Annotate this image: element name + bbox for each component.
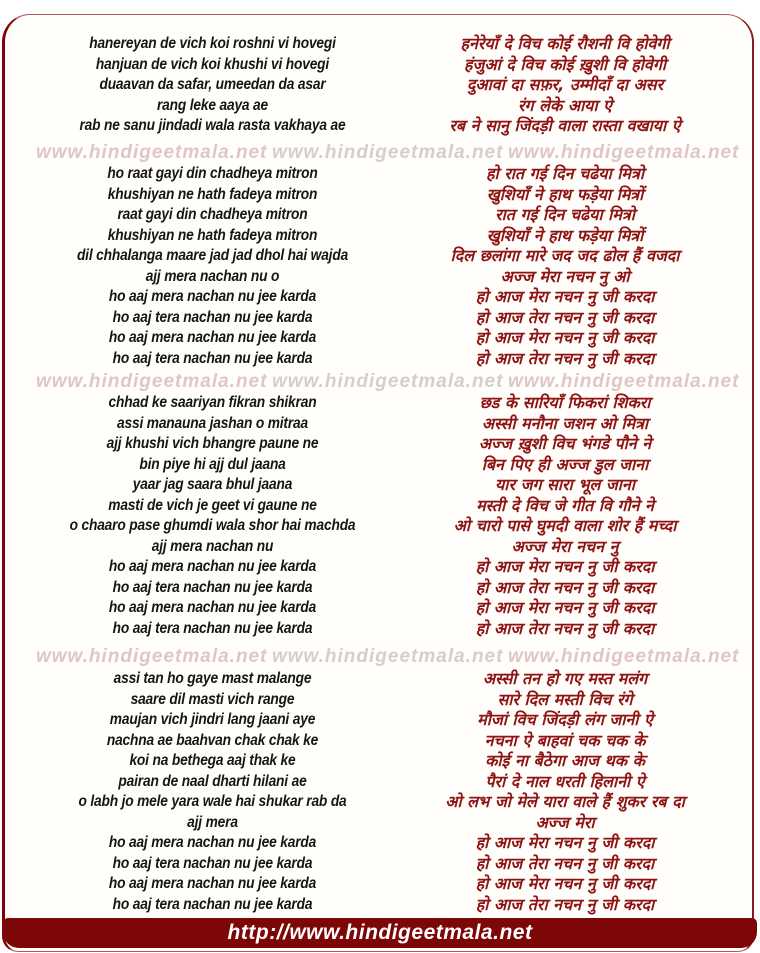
lyric-line: यार जग सारा भूल जाना	[495, 475, 635, 494]
lyric-line: खुशियाँ ने हाथ फड़ेया मित्रों	[486, 184, 644, 204]
lyric-line: पैरां दे नाल धरती हिलानी ऐ	[485, 771, 645, 791]
lyric-line: ho aaj mera nachan nu jee karda	[108, 288, 317, 305]
lyric-line: hanjuan de vich koi khushi vi hovegi	[95, 55, 330, 73]
watermark-text: www.hindigeetmala.net	[508, 646, 740, 667]
lyric-line: हो आज तेरा नचन नु जी करदा	[475, 577, 655, 597]
lyric-line: छड के सारियाँ फिकरां शिकरा	[479, 393, 651, 412]
lyric-line: ho raat gayi din chadheya mitron	[107, 165, 318, 182]
lyric-line: दुआवां दा सफ़र, उम्मीदाँ दा असर	[466, 75, 664, 94]
lyric-line: ho aaj mera nachan nu jee karda	[108, 834, 317, 851]
stanza-2	[0, 164, 760, 369]
lyric-line: हो आज मेरा नचन नु जी करदा	[475, 287, 655, 306]
lyric-line: ओ चारो पासे घुमदी वाला शोर हैं मच्दा	[453, 516, 677, 535]
lyric-line: सारे दिल मस्ती विच रंगे	[497, 689, 633, 709]
lyric-line: रब ने सानु जिंदड़ी वाला रास्ता वखाया ऐ	[449, 116, 681, 135]
lyric-line: bin piye hi ajj dul jaana	[139, 455, 286, 473]
lyric-line: खुशियाँ ने हाथ फड़ेया मित्रों	[486, 225, 644, 245]
lyric-line: ho aaj mera nachan nu jee karda	[108, 558, 317, 575]
lyric-line: हो आज मेरा नचन नु जी करदा	[475, 833, 655, 852]
lyric-line: yaar jag saara bhul jaana	[132, 476, 293, 493]
lyric-line: हो आज तेरा नचन नु जी करदा	[475, 307, 655, 327]
lyric-line: ajj mera nachan nu	[151, 537, 274, 555]
lyric-line: maujan vich jindri lang jaani aye	[109, 711, 316, 728]
lyric-line: हो आज तेरा नचन नु जी करदा	[475, 853, 655, 873]
watermark-text: www.hindigeetmala.net	[272, 142, 504, 163]
lyric-line: dil chhalanga maare jad jad dhol hai wajda	[76, 247, 349, 264]
lyric-line: हो आज मेरा नचन नु जी करदा	[475, 328, 655, 347]
lyric-line: rab ne sanu jindadi wala rasta vakhaya ae	[79, 117, 346, 134]
stanza-2-romanized	[30, 164, 396, 369]
watermark-band-3	[0, 646, 760, 668]
stanza-1	[0, 34, 760, 137]
lyric-line: ho aaj tera nachan nu jee karda	[112, 578, 313, 596]
lyric-line: मौजां विच जिंदड़ी लंग जानी ऐ	[477, 710, 653, 729]
watermark-text: www.hindigeetmala.net	[272, 646, 504, 667]
lyric-line: हो आज तेरा नचन नु जी करदा	[475, 618, 655, 638]
lyric-line: रंग लेके आया ऐ	[517, 95, 613, 115]
stanza-3-romanized	[30, 393, 396, 639]
lyric-line: assi manauna jashan o mitraa	[117, 414, 308, 432]
watermark-text: www.hindigeetmala.net	[508, 142, 740, 163]
watermark-text: www.hindigeetmala.net	[36, 646, 268, 667]
stanza-1-devanagari	[425, 34, 705, 137]
lyric-line: हो आज तेरा नचन नु जी करदा	[475, 348, 655, 368]
lyric-line: ho aaj tera nachan nu jee karda	[112, 349, 313, 367]
lyric-line: o labh jo mele yara wale hai shukar rab da	[78, 793, 347, 810]
lyric-line: अज्ज मेरा नचन नु ओ	[500, 266, 630, 286]
watermark-band-2	[0, 371, 760, 393]
lyric-line: ho aaj mera nachan nu jee karda	[108, 875, 317, 892]
watermark-text: www.hindigeetmala.net	[36, 371, 268, 392]
lyric-line: नचना ऐ बाहवां चक चक के	[484, 730, 646, 750]
lyric-line: khushiyan ne hath fadeya mitron	[107, 185, 318, 203]
lyric-line: हो आज तेरा नचन नु जी करदा	[475, 894, 655, 914]
stanza-3-devanagari	[425, 393, 705, 639]
stanza-4-romanized	[30, 669, 396, 915]
lyric-line: chhad ke saariyan fikran shikran	[108, 394, 317, 411]
lyric-line: मस्ती दे विच जे गीत वि गौने ने	[476, 495, 654, 515]
lyric-line: अज्ज मेरा नचन नु	[511, 536, 619, 556]
stanza-4-devanagari	[425, 669, 705, 915]
site-url-text: http://www.hindigeetmala.net	[227, 921, 533, 944]
stanza-3	[0, 393, 760, 639]
lyric-line: assi tan ho gaye mast malange	[113, 670, 312, 687]
lyric-line: koi na bethega aaj thak ke	[129, 752, 296, 769]
lyric-line: khushiyan ne hath fadeya mitron	[107, 226, 318, 244]
lyric-line: ajj mera nachan nu o	[145, 267, 280, 285]
lyric-line: कोई ना बैठेगा आज थक के	[485, 751, 645, 770]
lyric-line: ho aaj mera nachan nu jee karda	[108, 329, 317, 346]
lyric-line: ajj khushi vich bhangre paune ne	[106, 435, 319, 452]
lyric-line: duaavan da safar, umeedan da asar	[99, 76, 326, 93]
lyric-line: हनेरेयाँ दे विच कोई रौशनी वि होवेगी	[460, 34, 670, 53]
lyric-line: nachna ae baahvan chak chak ke	[106, 731, 319, 749]
lyric-line: masti de vich je geet vi gaune ne	[108, 496, 317, 514]
lyric-line: अस्सी तन हो गए मस्त मलंग	[482, 669, 648, 688]
lyric-line: बिन पिए ही अज्ज डुल जाना	[481, 454, 649, 474]
lyric-line: अस्सी मनौना जशन ओ मित्रा	[481, 413, 649, 433]
lyric-line: saare dil masti vich range	[130, 690, 295, 708]
lyric-line: अज्ज मेरा	[535, 812, 595, 832]
lyric-line: o chaaro pase ghumdi wala shor hai machda	[69, 517, 356, 534]
lyric-line: हो आज मेरा नचन नु जी करदा	[475, 598, 655, 617]
stanza-4	[0, 669, 760, 915]
watermark-band-1	[0, 142, 760, 164]
lyric-line: अज्ज ख़ुशी विच भंगडे पौने ने	[478, 434, 652, 453]
lyric-line: दिल छलांगा मारे जद जद ढोल हैं वजदा	[450, 246, 680, 265]
watermark-text: www.hindigeetmala.net	[508, 371, 740, 392]
lyric-line: raat gayi din chadheya mitron	[117, 206, 308, 223]
watermark-text: www.hindigeetmala.net	[36, 142, 268, 163]
lyric-line: रात गई दिन चढेया मित्रो	[495, 205, 635, 224]
site-url-banner[interactable]	[3, 918, 757, 948]
stanza-2-devanagari	[425, 164, 705, 369]
stanza-1-romanized	[30, 34, 396, 137]
lyric-line: हंजुआं दे विच कोई ख़ुशी वि होवेगी	[464, 54, 666, 74]
lyric-line: hanereyan de vich koi roshni vi hovegi	[89, 35, 336, 52]
lyric-line: ओ लभ जो मेले यारा वाले हैं शुकर रब दा	[445, 792, 685, 811]
lyric-line: हो आज मेरा नचन नु जी करदा	[475, 557, 655, 576]
lyric-line: ho aaj tera nachan nu jee karda	[112, 854, 313, 872]
lyric-line: ho aaj tera nachan nu jee karda	[112, 895, 313, 913]
lyric-line: ho aaj tera nachan nu jee karda	[112, 308, 313, 326]
lyric-line: rang leke aaya ae	[156, 96, 269, 114]
lyric-line: हो आज मेरा नचन नु जी करदा	[475, 874, 655, 893]
lyric-line: ho aaj mera nachan nu jee karda	[108, 599, 317, 616]
watermark-text: www.hindigeetmala.net	[272, 371, 504, 392]
lyric-line: ajj mera	[187, 813, 238, 831]
lyric-line: pairan de naal dharti hilani ae	[118, 772, 307, 790]
lyric-line: ho aaj tera nachan nu jee karda	[112, 619, 313, 637]
lyric-line: हो रात गई दिन चढेया मित्रो	[486, 164, 644, 183]
